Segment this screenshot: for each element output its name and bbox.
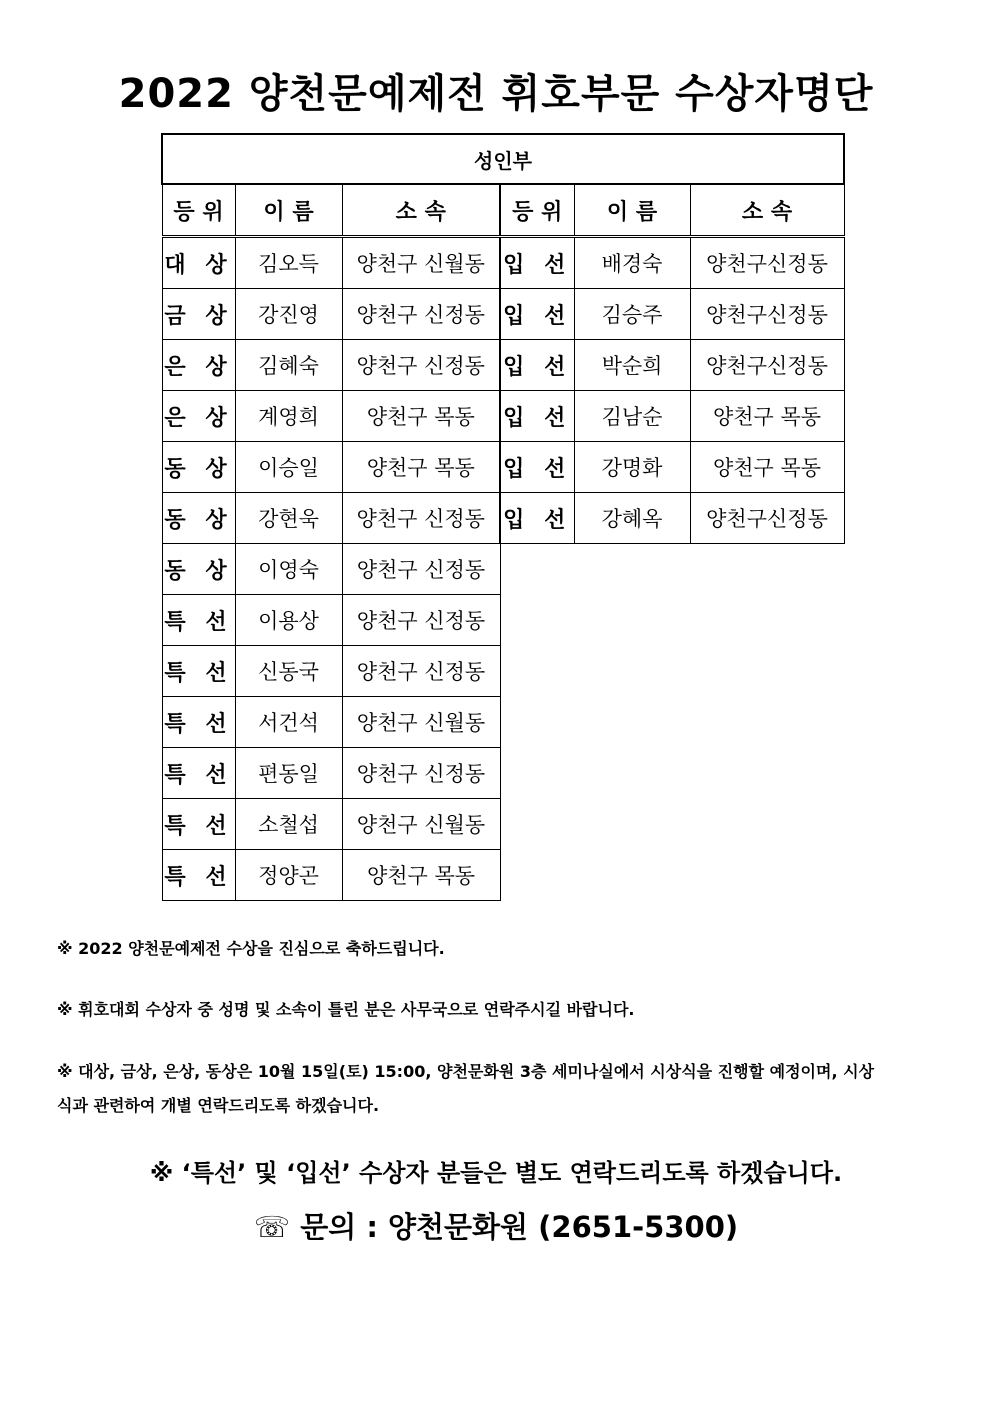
- header-name: 이 름: [235, 184, 342, 237]
- cell-affiliation: 양천구 신월동: [342, 799, 500, 850]
- cell-rank: 특 선: [162, 595, 235, 646]
- cell-name: 이용상: [235, 595, 342, 646]
- cell-name: 이영숙: [235, 544, 342, 595]
- cell-name: 계영희: [235, 391, 342, 442]
- cell-affiliation: 양천구 목동: [342, 442, 500, 493]
- table-row: [162, 289, 844, 340]
- cell-rank: 대 상: [162, 237, 235, 289]
- cell-rank: 입 선: [500, 442, 574, 493]
- header-name: 이 름: [574, 184, 690, 237]
- note-congratulations: ※ 2022 양천문예제전 수상을 진심으로 축하드립니다.: [57, 939, 445, 958]
- empty-cell: [500, 748, 574, 799]
- note-ceremony: ※ 대상, 금상, 은상, 동상은 10월 15일(토) 15:00, 양천문화원 3층 세미나실에서 시상식을 진행할 예정이며, 시상식과 관련하여 개별 연락드리도록 하겠습니다.: [57, 1062, 875, 1115]
- contact-info: ☏ 문의 : 양천문화원 (2651-5300): [253, 1210, 739, 1244]
- cell-affiliation: 양천구신정동: [690, 289, 844, 340]
- cell-affiliation: 양천구 목동: [342, 391, 500, 442]
- cell-name: 김승주: [574, 289, 690, 340]
- cell-rank: 동 상: [162, 442, 235, 493]
- header-affiliation: 소 속: [690, 184, 844, 237]
- table-row: [162, 799, 844, 850]
- cell-rank: 특 선: [162, 850, 235, 901]
- table-row: [162, 442, 844, 493]
- cell-rank: 은 상: [162, 391, 235, 442]
- table-row: [162, 340, 844, 391]
- cell-rank: 동 상: [162, 544, 235, 595]
- cell-name: 김혜숙: [235, 340, 342, 391]
- empty-cell: [574, 595, 690, 646]
- cell-name: 소철섭: [235, 799, 342, 850]
- cell-affiliation: 양천구 목동: [342, 850, 500, 901]
- header-affiliation: 소 속: [342, 184, 500, 237]
- cell-rank: 금 상: [162, 289, 235, 340]
- cell-name: 서건석: [235, 697, 342, 748]
- empty-cell: [500, 544, 574, 595]
- empty-cell: [574, 544, 690, 595]
- empty-cell: [574, 850, 690, 901]
- cell-affiliation: 양천구 신정동: [342, 340, 500, 391]
- table-row: [162, 697, 844, 748]
- empty-cell: [574, 697, 690, 748]
- cell-name: 편동일: [235, 748, 342, 799]
- cell-rank: 특 선: [162, 799, 235, 850]
- page-title: 2022 양천문예제전 휘호부문 수상자명단: [118, 71, 874, 117]
- cell-affiliation: 양천구 목동: [690, 391, 844, 442]
- empty-cell: [690, 544, 844, 595]
- cell-rank: 동 상: [162, 493, 235, 544]
- empty-cell: [574, 748, 690, 799]
- cell-rank: 입 선: [500, 289, 574, 340]
- cell-rank: 은 상: [162, 340, 235, 391]
- empty-cell: [500, 850, 574, 901]
- empty-cell: [574, 799, 690, 850]
- cell-affiliation: 양천구 신정동: [342, 289, 500, 340]
- cell-name: 배경숙: [574, 237, 690, 289]
- empty-cell: [500, 697, 574, 748]
- empty-cell: [690, 850, 844, 901]
- section-header: 성인부: [162, 134, 844, 184]
- cell-rank: 입 선: [500, 340, 574, 391]
- awards-table: [161, 133, 845, 901]
- cell-rank: 특 선: [162, 646, 235, 697]
- empty-cell: [574, 646, 690, 697]
- note-corrections: ※ 휘호대회 수상자 중 성명 및 소속이 틀린 분은 사무국으로 연락주시길 바랍니다.: [57, 1000, 635, 1019]
- cell-name: 김남순: [574, 391, 690, 442]
- cell-rank: 특 선: [162, 748, 235, 799]
- table-row: [162, 646, 844, 697]
- empty-cell: [690, 595, 844, 646]
- cell-name: 강진영: [235, 289, 342, 340]
- cell-name: 김오득: [235, 237, 342, 289]
- cell-affiliation: 양천구 신정동: [342, 493, 500, 544]
- cell-affiliation: 양천구 신정동: [342, 544, 500, 595]
- empty-cell: [690, 697, 844, 748]
- cell-rank: 입 선: [500, 493, 574, 544]
- header-rank: 등 위: [162, 184, 235, 237]
- cell-name: 박순희: [574, 340, 690, 391]
- table-row: [162, 237, 844, 289]
- table-row: [162, 595, 844, 646]
- cell-affiliation: 양천구 신월동: [342, 697, 500, 748]
- table-row: [162, 850, 844, 901]
- empty-cell: [690, 748, 844, 799]
- cell-rank: 입 선: [500, 237, 574, 289]
- cell-rank: 입 선: [500, 391, 574, 442]
- cell-name: 이승일: [235, 442, 342, 493]
- cell-affiliation: 양천구 신월동: [342, 237, 500, 289]
- cell-name: 강현욱: [235, 493, 342, 544]
- cell-name: 강혜옥: [574, 493, 690, 544]
- empty-cell: [690, 799, 844, 850]
- empty-cell: [500, 646, 574, 697]
- column-headers: [162, 184, 844, 237]
- cell-rank: 특 선: [162, 697, 235, 748]
- cell-affiliation: 양천구 목동: [690, 442, 844, 493]
- notice-text: ※ ‘특선’ 및 ‘입선’ 수상자 분들은 별도 연락드리도록 하겠습니다.: [149, 1159, 843, 1187]
- empty-cell: [500, 799, 574, 850]
- table-row: [162, 748, 844, 799]
- cell-name: 신동국: [235, 646, 342, 697]
- table-row: [162, 391, 844, 442]
- cell-affiliation: 양천구신정동: [690, 237, 844, 289]
- empty-cell: [500, 595, 574, 646]
- cell-affiliation: 양천구신정동: [690, 340, 844, 391]
- cell-affiliation: 양천구신정동: [690, 493, 844, 544]
- cell-name: 정양곤: [235, 850, 342, 901]
- table-row: [162, 493, 844, 544]
- cell-affiliation: 양천구 신정동: [342, 748, 500, 799]
- cell-name: 강명화: [574, 442, 690, 493]
- table-row: [162, 544, 844, 595]
- empty-cell: [690, 646, 844, 697]
- cell-affiliation: 양천구 신정동: [342, 595, 500, 646]
- cell-affiliation: 양천구 신정동: [342, 646, 500, 697]
- header-rank: 등 위: [500, 184, 574, 237]
